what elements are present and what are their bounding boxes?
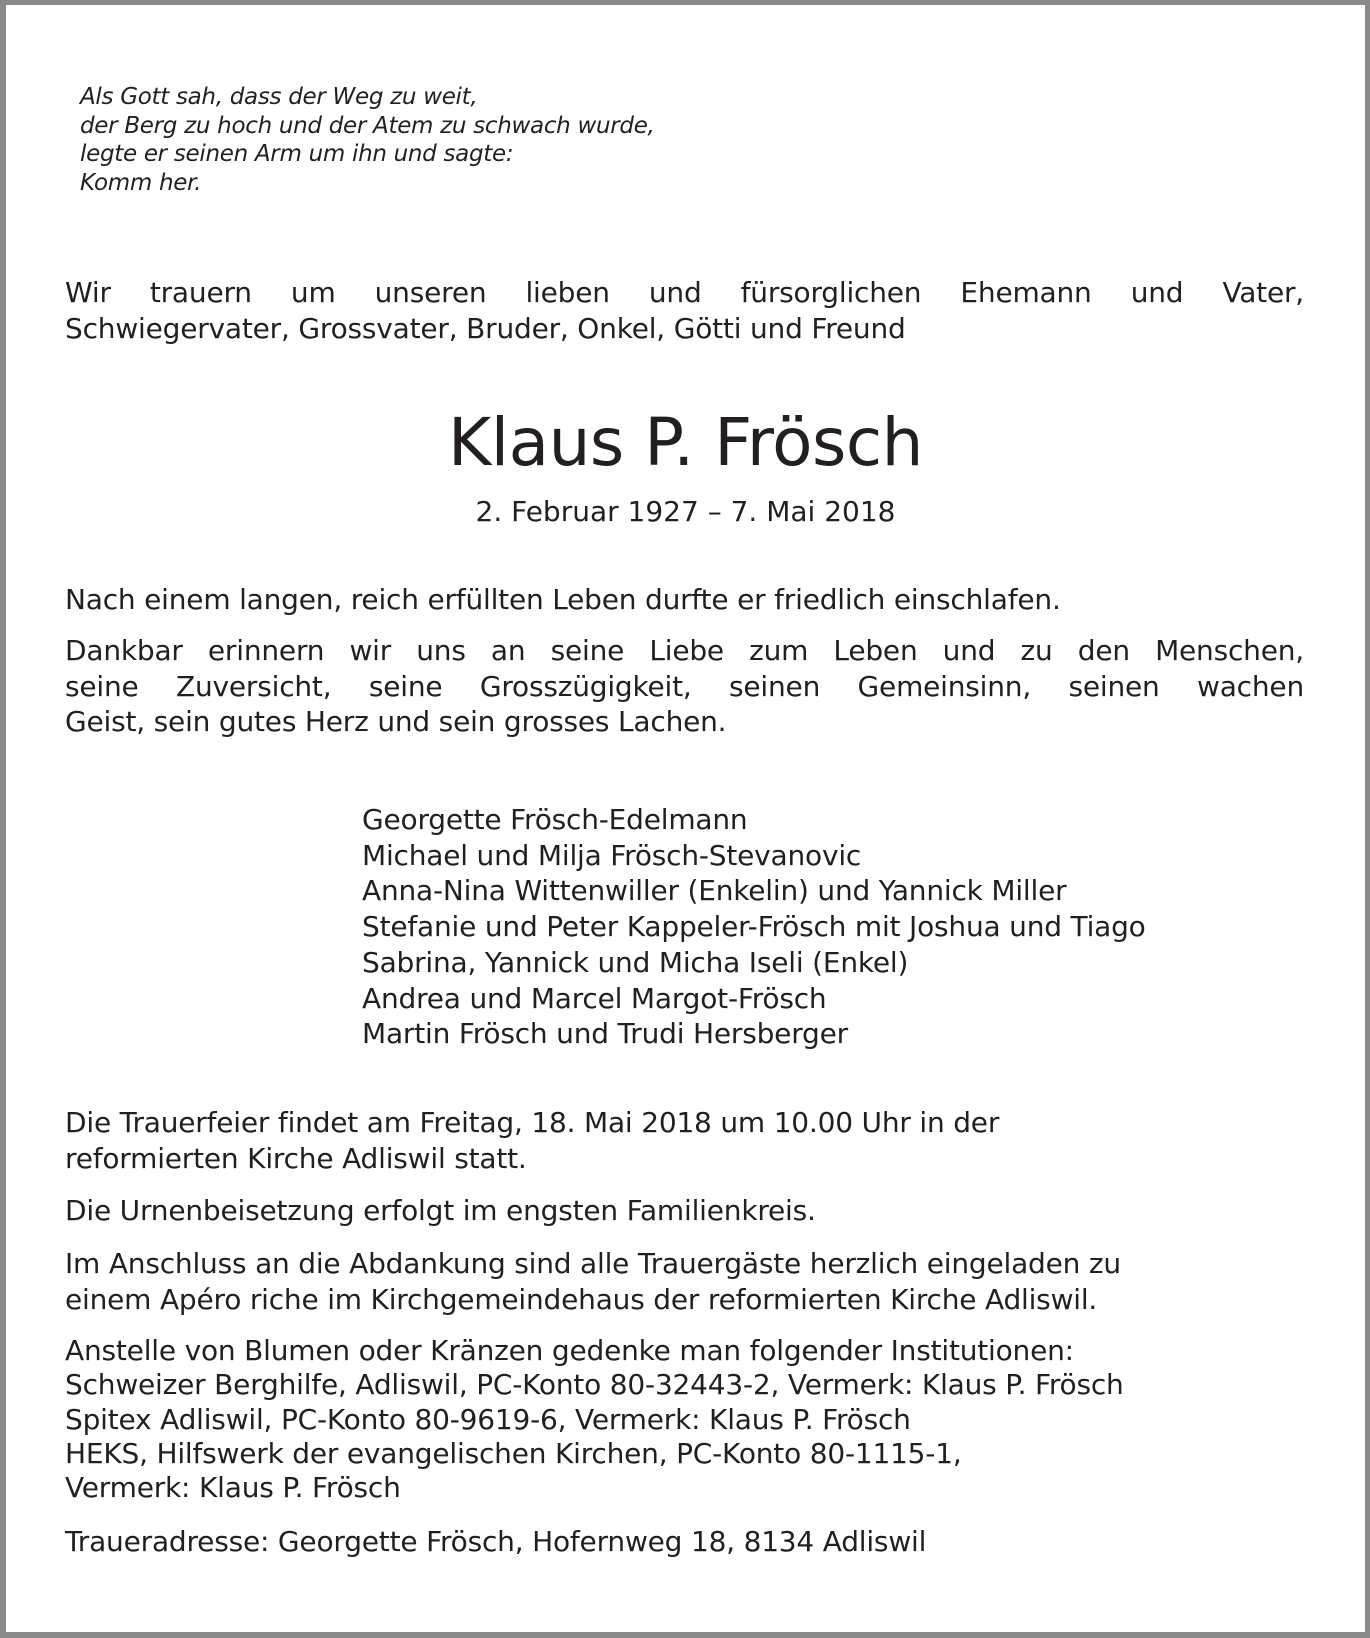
- para-line: Geist, sein gutes Herz und sein grosses Lachen.: [65, 705, 727, 738]
- para-line: Traueradresse: Georgette Frösch, Hofernweg 18, 8134 Adliswil: [65, 1525, 927, 1558]
- life-dates: 2. Februar 1927 – 7. Mai 2018: [475, 495, 896, 528]
- para-line: Dankbar erinnern wir uns an seine Liebe zum Leben und zu den Menschen,: [65, 634, 1304, 667]
- urn-info: [65, 1193, 1304, 1229]
- apero-info: [65, 1246, 1304, 1317]
- intro-line: Schwiegervater, Grossvater, Bruder, Onkel, Götti und Freund: [65, 311, 906, 345]
- para-line: seine Zuversicht, seine Grosszügigkeit, seinen Gemeinsinn, seinen wachen: [65, 669, 1304, 703]
- obituary-page: [6, 5, 1365, 1632]
- mourners-list: [362, 802, 1146, 1052]
- para-line: einem Apéro riche im Kirchgemeindehaus der reformierten Kirche Adliswil.: [65, 1282, 1098, 1316]
- para-line: Spitex Adliswil, PC-Konto 80-9619-6, Vermerk: Klaus P. Frösch: [65, 1402, 911, 1436]
- para-line: Vermerk: Klaus P. Frösch: [65, 1471, 401, 1505]
- para-line: Die Urnenbeisetzung erfolgt im engsten Familienkreis.: [65, 1194, 816, 1227]
- mourner: Sabrina, Yannick und Micha Iseli (Enkel): [362, 945, 909, 979]
- quote-line: der Berg zu hoch und der Atem zu schwach wurde,: [80, 112, 655, 139]
- donations-info: [65, 1334, 1304, 1505]
- mourner: Stefanie und Peter Kappeler-Frösch mit Joshua und Tiago: [362, 910, 1146, 944]
- mourner: Georgette Frösch-Edelmann: [362, 803, 748, 836]
- intro: [65, 275, 1304, 346]
- intro-line: Wir trauern um unseren lieben und fürsorglichen Ehemann und Vater,: [65, 276, 1304, 309]
- para-line: Schweizer Berghilfe, Adliswil, PC-Konto 80-32443-2, Vermerk: Klaus P. Frösch: [65, 1368, 1124, 1402]
- para-line: Anstelle von Blumen oder Kränzen gedenke man folgender Institutionen:: [65, 1334, 1074, 1367]
- para-line: Nach einem langen, reich erfüllten Leben durfte er friedlich einschlafen.: [65, 583, 1061, 616]
- para-line: Im Anschluss an die Abdankung sind alle Trauergäste herzlich eingeladen zu: [65, 1247, 1121, 1280]
- address-info: [65, 1524, 1304, 1560]
- para-line: Die Trauerfeier findet am Freitag, 18. Mai 2018 um 10.00 Uhr in der: [65, 1106, 1000, 1139]
- para-sleep: [65, 582, 1304, 618]
- mourner: Anna-Nina Wittenwiller (Enkelin) und Yannick Miller: [362, 874, 1067, 908]
- quote-line: legte er seinen Arm um ihn und sagte:: [80, 141, 514, 167]
- para-line: HEKS, Hilfswerk der evangelischen Kirchen, PC-Konto 80-1115-1,: [65, 1436, 962, 1470]
- para-line: reformierten Kirche Adliswil statt.: [65, 1141, 527, 1175]
- quote: [80, 83, 655, 197]
- para-grateful: [65, 633, 1304, 740]
- quote-line: Als Gott sah, dass der Weg zu weit,: [80, 84, 478, 110]
- mourner: Andrea und Marcel Margot-Frösch: [362, 981, 827, 1015]
- quote-line: Komm her.: [80, 169, 202, 196]
- deceased-name: Klaus P. Frösch: [448, 404, 923, 481]
- mourner: Michael und Milja Frösch-Stevanovic: [362, 838, 862, 872]
- service-info: [65, 1105, 1304, 1176]
- mourner: Martin Frösch und Trudi Hersberger: [362, 1017, 848, 1051]
